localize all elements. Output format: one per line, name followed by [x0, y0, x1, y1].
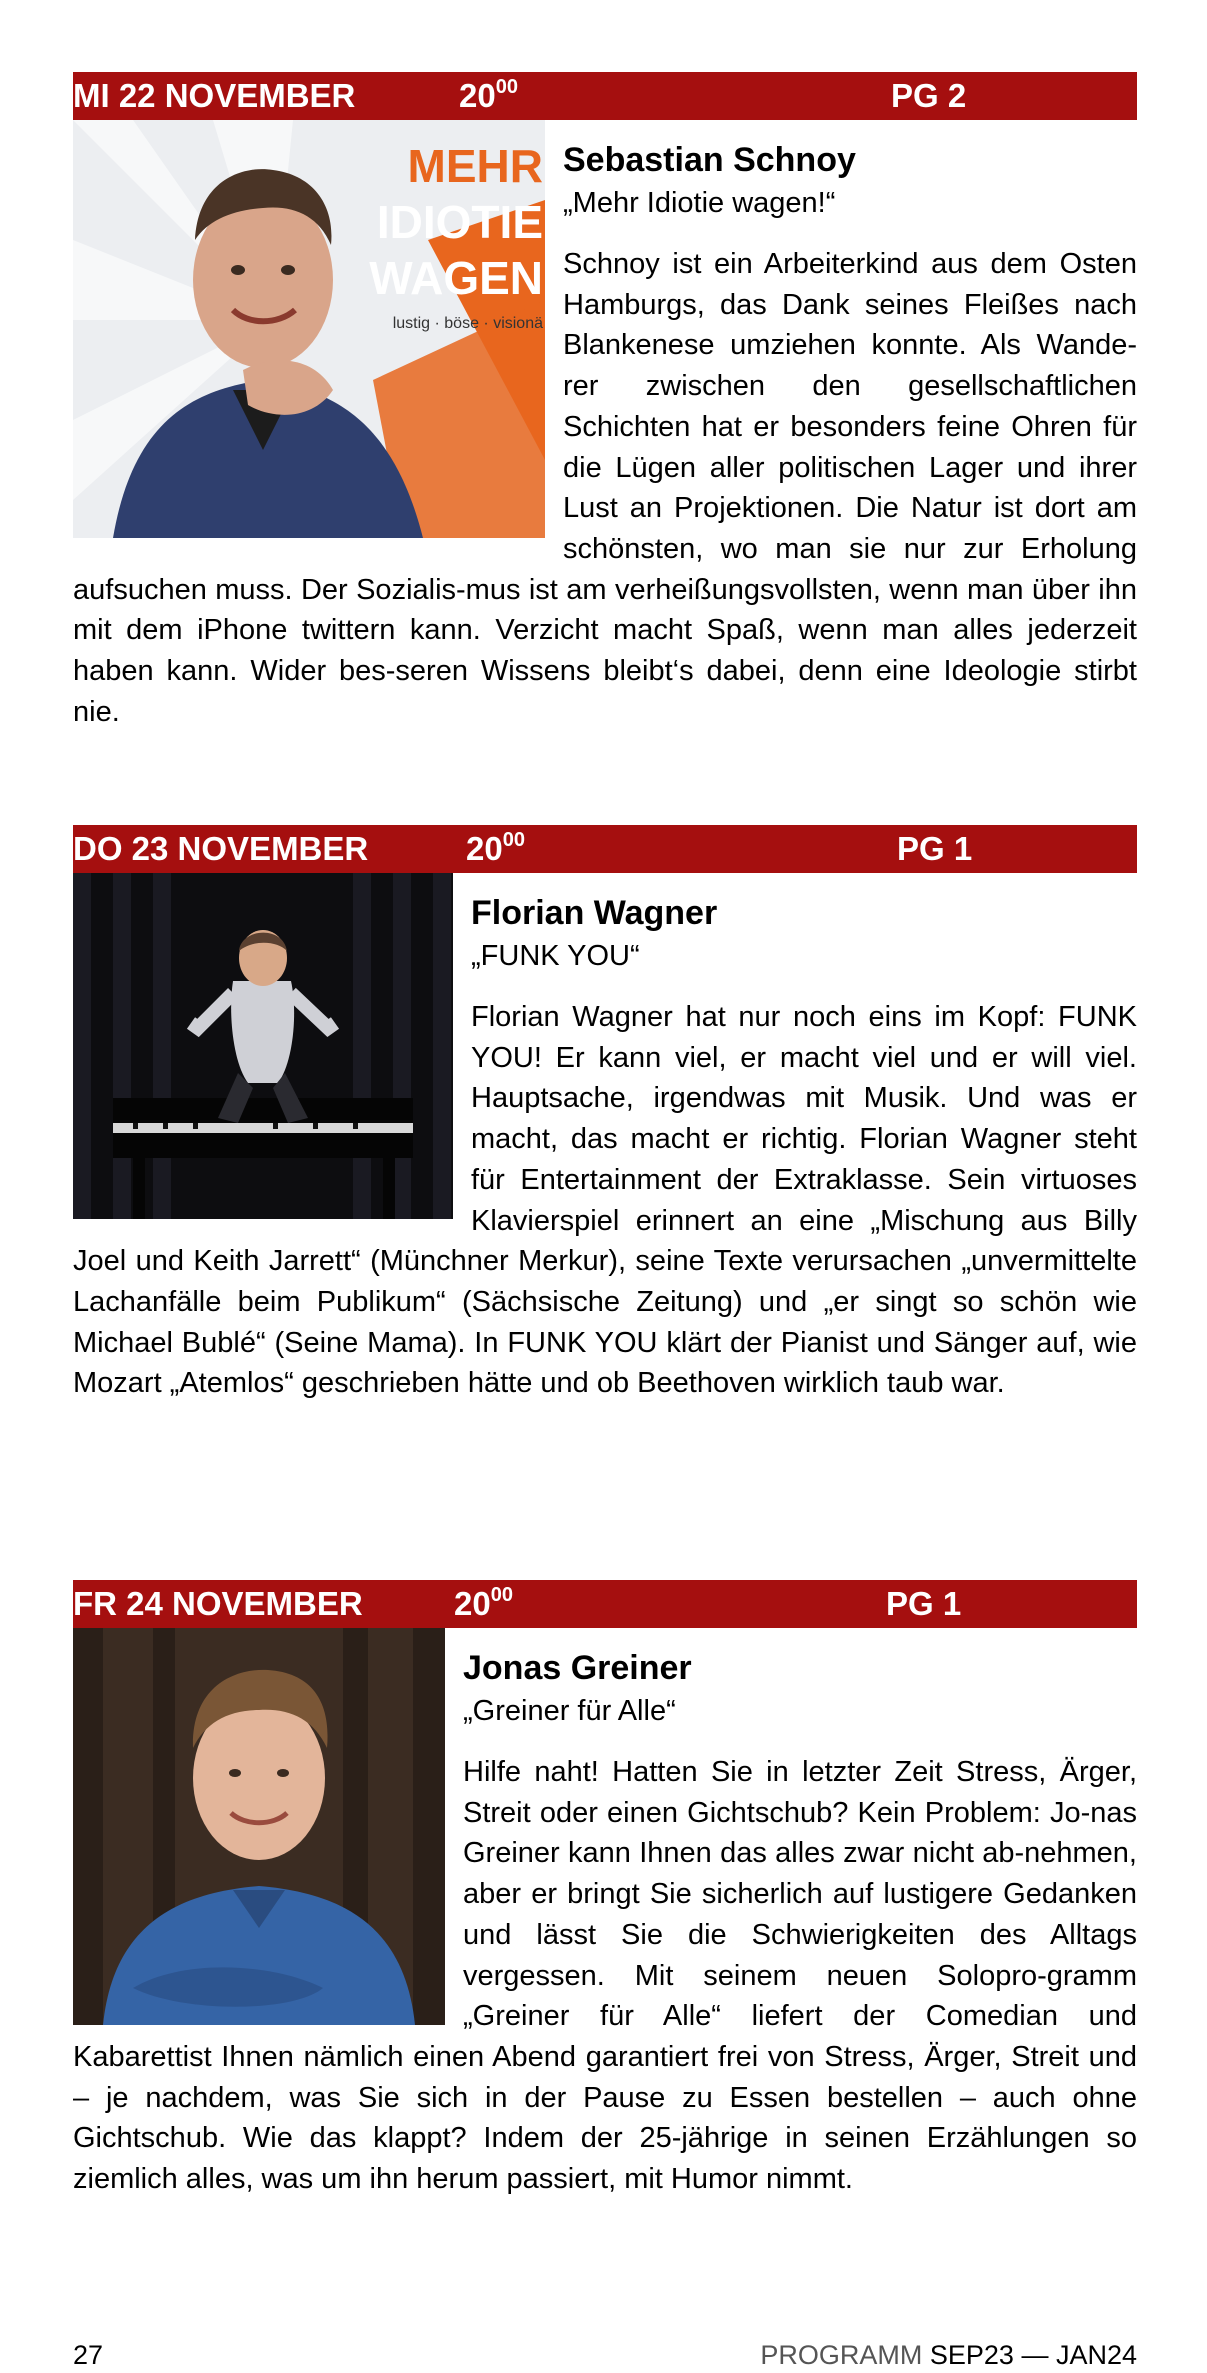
artist-name: Florian Wagner — [471, 894, 718, 932]
event-time-hour: 20 — [459, 77, 496, 114]
event-date: MI 22 NOVEMBER — [73, 77, 356, 114]
event-venue: PG 2 — [891, 77, 967, 114]
event-jonas-greiner — [73, 1580, 1137, 2200]
poster-word-2: IDIOTIE — [376, 196, 543, 248]
event-venue: PG 1 — [897, 830, 973, 867]
event-time-hour: 20 — [466, 830, 503, 867]
program-title: „Greiner für Alle“ — [463, 1695, 676, 1727]
program-label: PROGRAMM — [760, 2340, 923, 2370]
poster-word-1: MEHR — [407, 140, 543, 192]
event-florian-wagner — [73, 825, 1137, 1404]
program-title: „Mehr Idiotie wagen!“ — [563, 187, 836, 219]
poster-word-3: WAGEN — [369, 252, 543, 304]
event-description: Florian Wagner hat nur noch eins im Kopf: FUNK YOU! Er kann viel, er macht viel und er will viel. Hauptsache, irgendwas mit Musik. Und was er macht, das macht er richtig. Florian Wagner steht für Entertainment der Extraklasse. Sein virtuoses Klavierspiel erinnert an eine „Mischung aus Billy Joel und Keith Jarrett“ (Münchner Merkur), seine Texte verursachen „unvermittelte Lachanfälle beim Publikum“ (Sächsische Zeitung) und „er singt so schön wie Michael Bublé“ (Seine Mama). In FUNK YOU klärt der Pianist und Sänger auf, wie Mozart „Atemlos“ geschrieben hätte und ob Beethoven wirklich taub war. — [73, 1001, 1137, 1400]
artist-photo — [73, 873, 453, 1219]
event-date: DO 23 NOVEMBER — [73, 830, 369, 867]
event-time-minutes: 00 — [502, 829, 525, 851]
event-time-hour: 20 — [454, 1585, 491, 1622]
artist-name: Jonas Greiner — [463, 1649, 692, 1687]
event-description: Schnoy ist ein Arbeiterkind aus dem Osten Hamburgs, das Dank seines Fleißes nach Blankenese umziehen konnte. Als Wande-rer zwischen den gesellschaftlichen Schichten hat er besonders feine Ohren für die Lügen aller politischen Lager und ihrer Lust an Projektionen. Die Natur ist dort am schönsten, wo man sie nur zur Erholung aufsuchen muss. Der Sozialis-mus ist am verheißungsvollsten, wenn man über ihn mit dem iPhone twittern kann. Verzicht macht Spaß, wenn man alles jederzeit haben kann. Wider bes-seren Wissens bleibt‘s dabei, denn eine Ideologie stirbt nie. — [73, 248, 1137, 728]
program-title: „FUNK YOU“ — [471, 940, 640, 972]
event-header-bar — [73, 72, 1137, 120]
artist-photo — [73, 1628, 445, 2025]
event-sebastian-schnoy — [73, 72, 1137, 732]
event-time-minutes: 00 — [495, 76, 518, 98]
event-header-bar — [73, 825, 1137, 873]
artist-photo — [73, 120, 545, 538]
page-footer — [73, 2338, 1137, 2373]
program-period — [760, 2338, 1137, 2373]
poster-tagline: lustig · böse · visionä — [392, 315, 543, 332]
event-venue: PG 1 — [886, 1585, 962, 1622]
page-number: 27 — [73, 2340, 104, 2370]
event-header-bar — [73, 1580, 1137, 1628]
event-time — [459, 72, 518, 120]
event-description: Hilfe naht! Hatten Sie in letzter Zeit Stress, Ärger, Streit oder einen Gichtschub? Kein Problem: Jo-nas Greiner kann Ihnen das alles zwar nicht ab-nehmen, aber er bringt Sie sicherlich auf lustigere Gedanken und lässt Sie die Schwierigkeiten des Alltags vergessen. Mit seinem neuen Solopro-gramm „Greiner für Alle“ liefert der Comedian und Kabarettist Ihnen nämlich einen Abend garantiert frei von Stress, Ärger, Streit und – je nachdem, was Sie sich in der Pause zu Essen bestellen – auch ohne Gichtschub. Wie das klappt? Indem der 25-jährige in seinen Erzählungen so ziemlich alles, was um ihn herum passiert, mit Humor nimmt. — [73, 1756, 1137, 2196]
event-time — [454, 1580, 513, 1628]
event-time — [466, 825, 525, 873]
period-range: SEP23 — JAN24 — [929, 2340, 1137, 2370]
artist-name: Sebastian Schnoy — [563, 141, 856, 179]
event-time-minutes: 00 — [490, 1584, 513, 1606]
event-date: FR 24 NOVEMBER — [73, 1585, 363, 1622]
